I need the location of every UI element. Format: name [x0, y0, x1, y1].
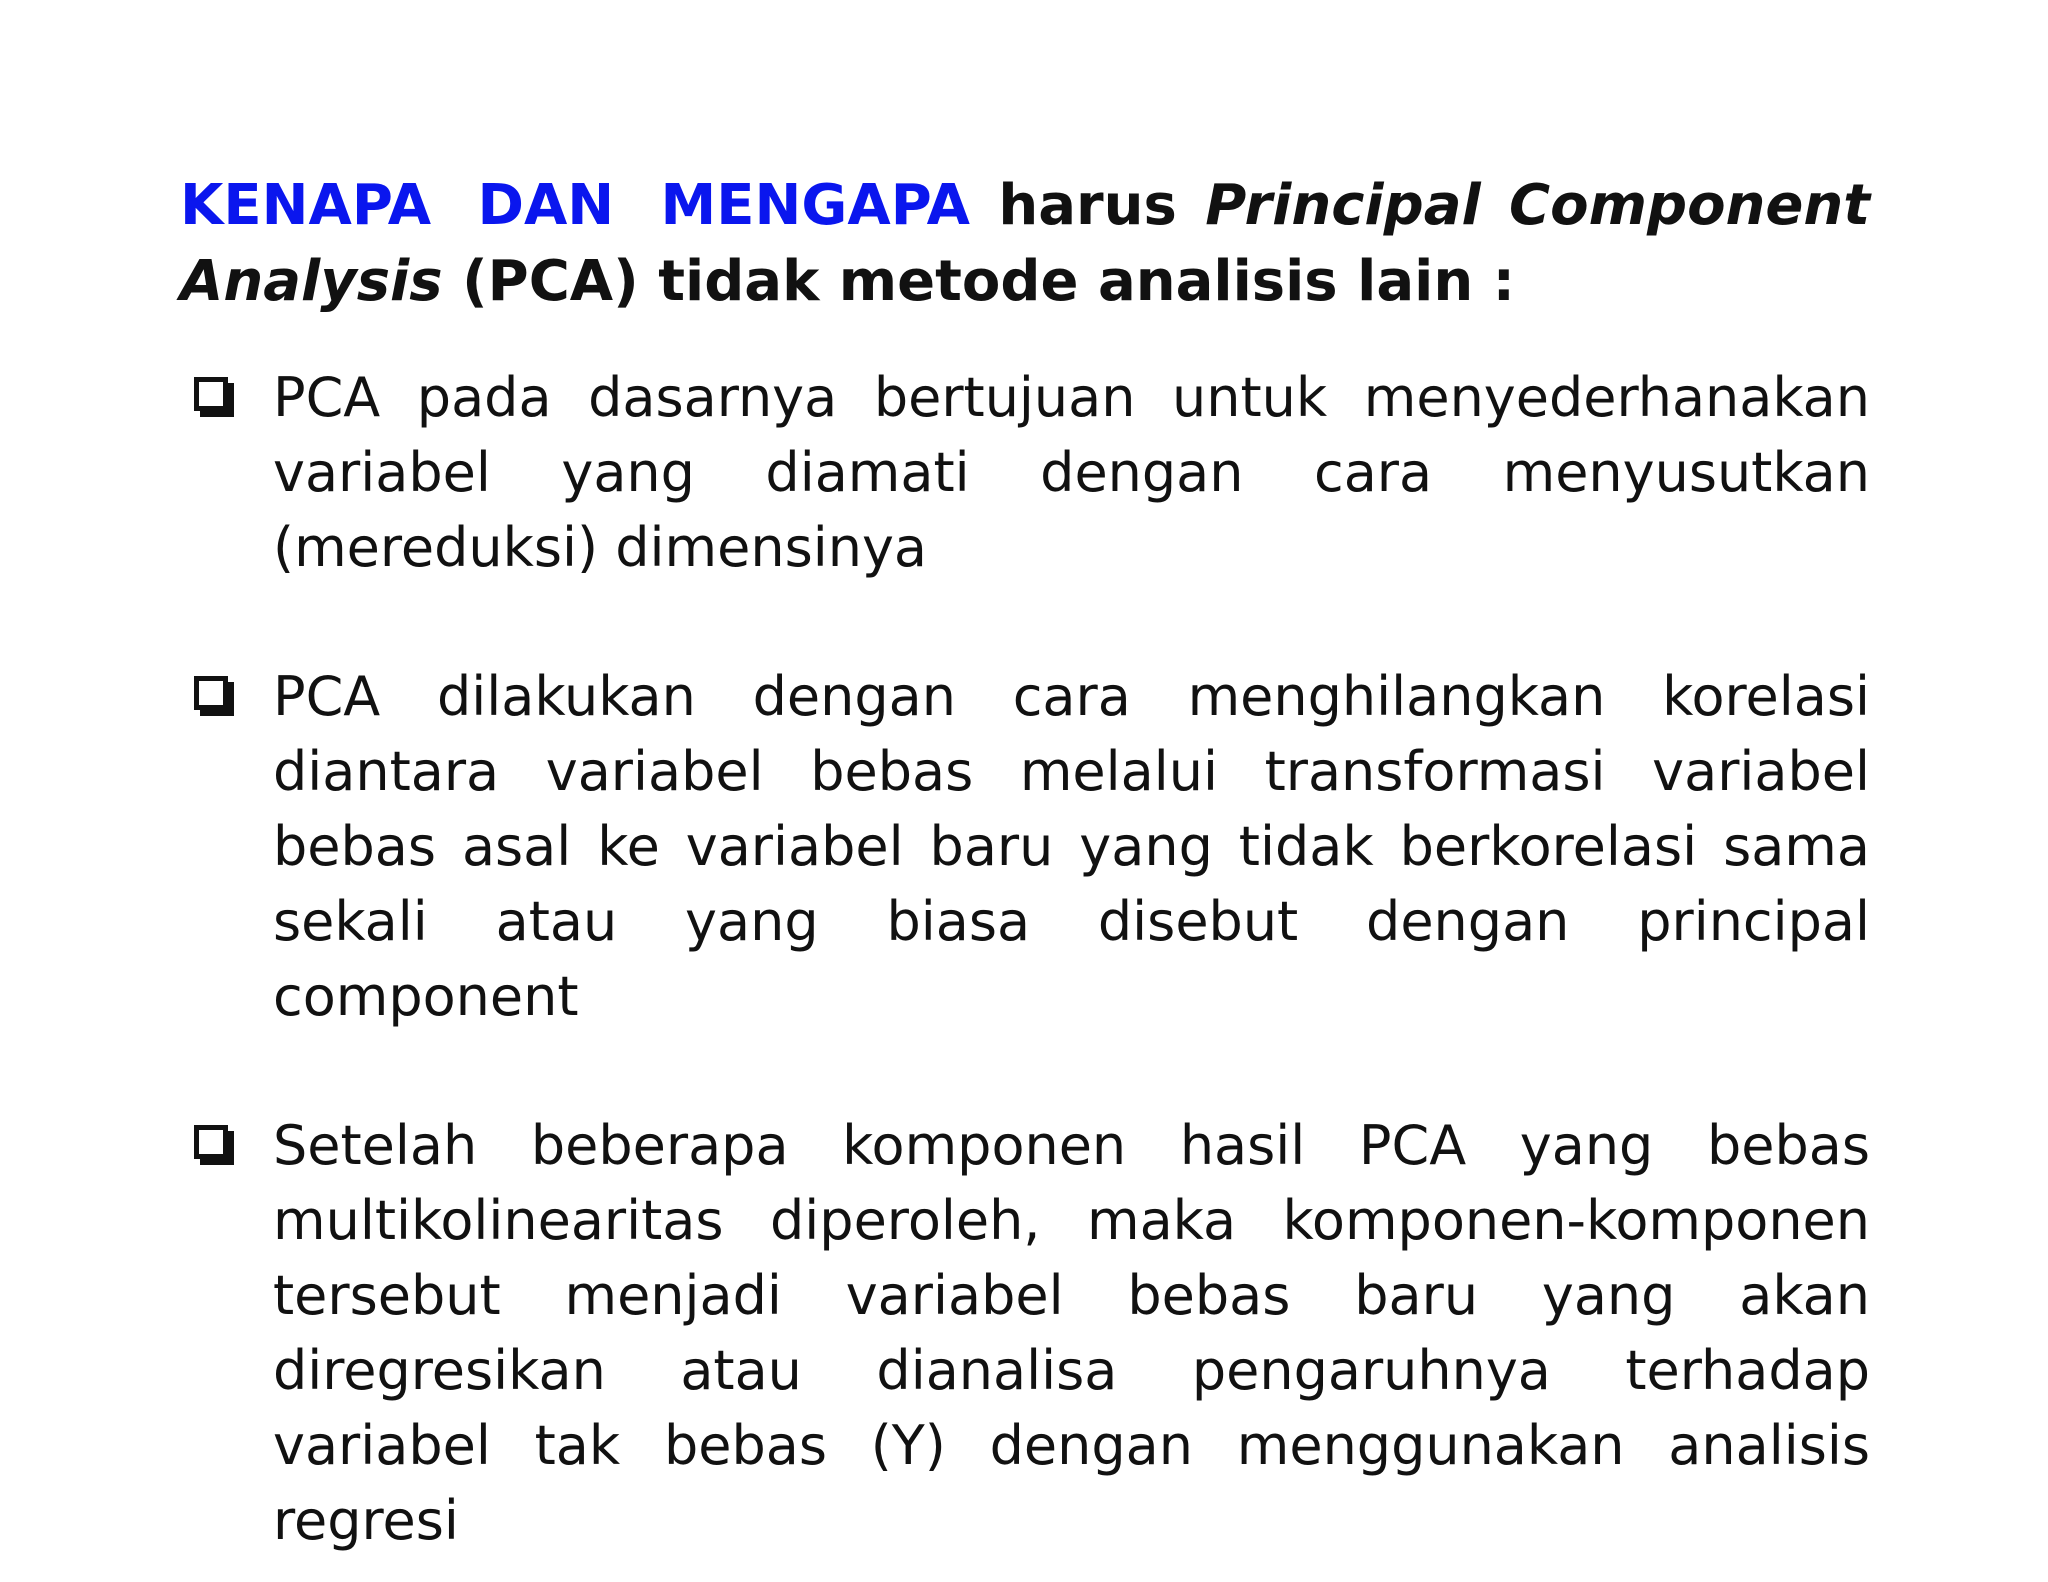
bullet-item-1: [190, 360, 1870, 585]
title-text-rest: (PCA) tidak metode analisis lain :: [462, 249, 1516, 314]
bullet-list: [190, 360, 1870, 1558]
slide-title: [180, 168, 1870, 320]
bullet-text-3: Setelah beberapa komponen hasil PCA yang bebas multikolinearitas diperoleh, maka komponen-komponen tersebut menjadi variabel bebas baru yang akan diregresikan atau dianalisa pengaruhnya terhadap variabel tak bebas (Y) dengan menggunakan analisis regresi: [273, 1114, 1870, 1552]
bullet-item-3: [190, 1108, 1870, 1558]
checkbox-bullet-icon: [194, 676, 228, 710]
bullet-text-2: PCA dilakukan dengan cara menghilangkan korelasi diantara variabel bebas melalui transformasi variabel bebas asal ke variabel baru yang tidak berkorelasi sama sekali atau yang biasa disebut dengan principal component: [273, 665, 1870, 1028]
checkbox-bullet-icon: [194, 1125, 228, 1159]
checkbox-bullet-icon: [194, 377, 228, 411]
bullet-item-2: [190, 659, 1870, 1034]
bullet-text-1: PCA pada dasarnya bertujuan untuk menyederhanakan variabel yang diamati dengan cara menyusutkan (mereduksi) dimensinya: [273, 366, 1870, 579]
title-highlight: KENAPA DAN MENGAPA: [180, 173, 970, 238]
title-italic-pca: Principal Component Analysis: [180, 173, 1871, 314]
title-text-harus: harus: [998, 173, 1177, 238]
